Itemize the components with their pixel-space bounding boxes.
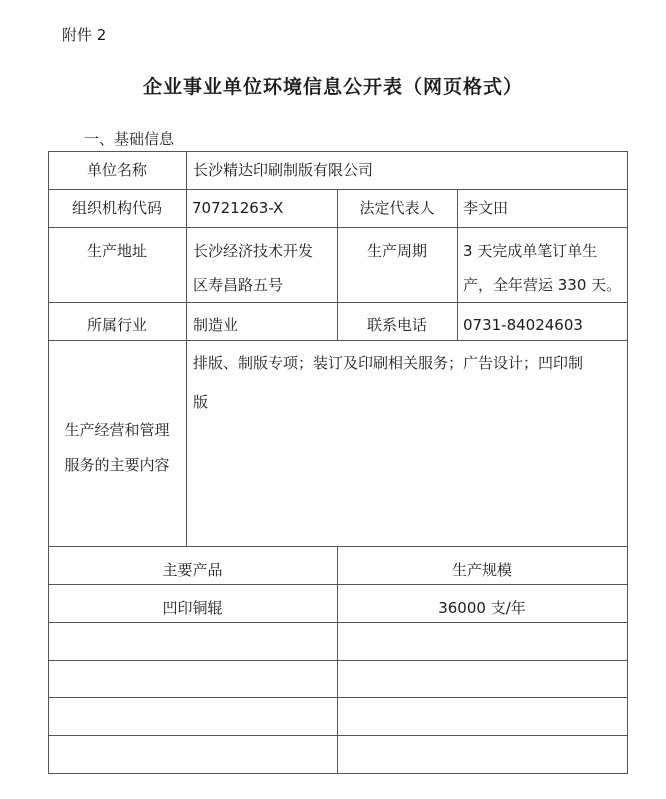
page-title: 企业事业单位环境信息公开表（网页格式）: [142, 76, 523, 98]
table-rule: [48, 546, 628, 547]
company-label: 单位名称: [86, 161, 147, 179]
table-rule: [48, 340, 628, 341]
industry-value: 制造业: [193, 316, 239, 334]
table-rule: [337, 546, 338, 774]
address-line-1: 长沙经济技术开发: [193, 242, 314, 260]
org-code-value: 70721263-X: [192, 199, 284, 217]
table-rule: [48, 622, 628, 623]
table-rule: [48, 660, 628, 661]
business-value-line-2: 版: [193, 393, 209, 411]
business-label-line-1: 生产经营和管理: [64, 421, 170, 439]
table-rule: [48, 189, 628, 190]
cycle-line-2: 产，全年营运 330 天。: [463, 276, 622, 294]
table-rule: [457, 189, 458, 340]
cycle-label: 生产周期: [366, 242, 427, 260]
product-name: 凹印铜辊: [162, 599, 223, 617]
table-rule: [627, 151, 628, 774]
scale-header: 生产规模: [451, 561, 512, 579]
table-rule: [48, 773, 628, 774]
org-code-label: 组织机构代码: [71, 199, 162, 217]
address-line-2: 区寿昌路五号: [193, 276, 284, 294]
table-rule: [48, 302, 628, 303]
table-rule: [48, 697, 628, 698]
attachment-label: 附件 2: [62, 26, 107, 44]
industry-label: 所属行业: [86, 316, 147, 334]
legal-rep-value: 李文田: [463, 199, 509, 217]
table-rule: [48, 227, 628, 228]
legal-rep-label: 法定代表人: [359, 199, 435, 217]
phone-value: 0731-84024603: [463, 316, 583, 334]
table-rule: [48, 584, 628, 585]
table-rule: [48, 151, 628, 152]
business-label-line-2: 服务的主要内容: [64, 456, 170, 474]
table-rule: [48, 735, 628, 736]
table-rule: [186, 151, 187, 546]
business-value-line-1: 排版、制版专项；装订及印刷相关服务；广告设计；凹印制: [193, 354, 584, 372]
address-label: 生产地址: [86, 242, 147, 260]
cycle-line-1: 3 天完成单笔订单生: [463, 242, 598, 260]
phone-label: 联系电话: [366, 316, 427, 334]
company-value: 长沙精达印刷制版有限公司: [193, 161, 374, 179]
section-heading: 一、基础信息: [84, 130, 175, 148]
product-scale: 36000 支/年: [438, 599, 526, 617]
product-header: 主要产品: [162, 561, 223, 579]
